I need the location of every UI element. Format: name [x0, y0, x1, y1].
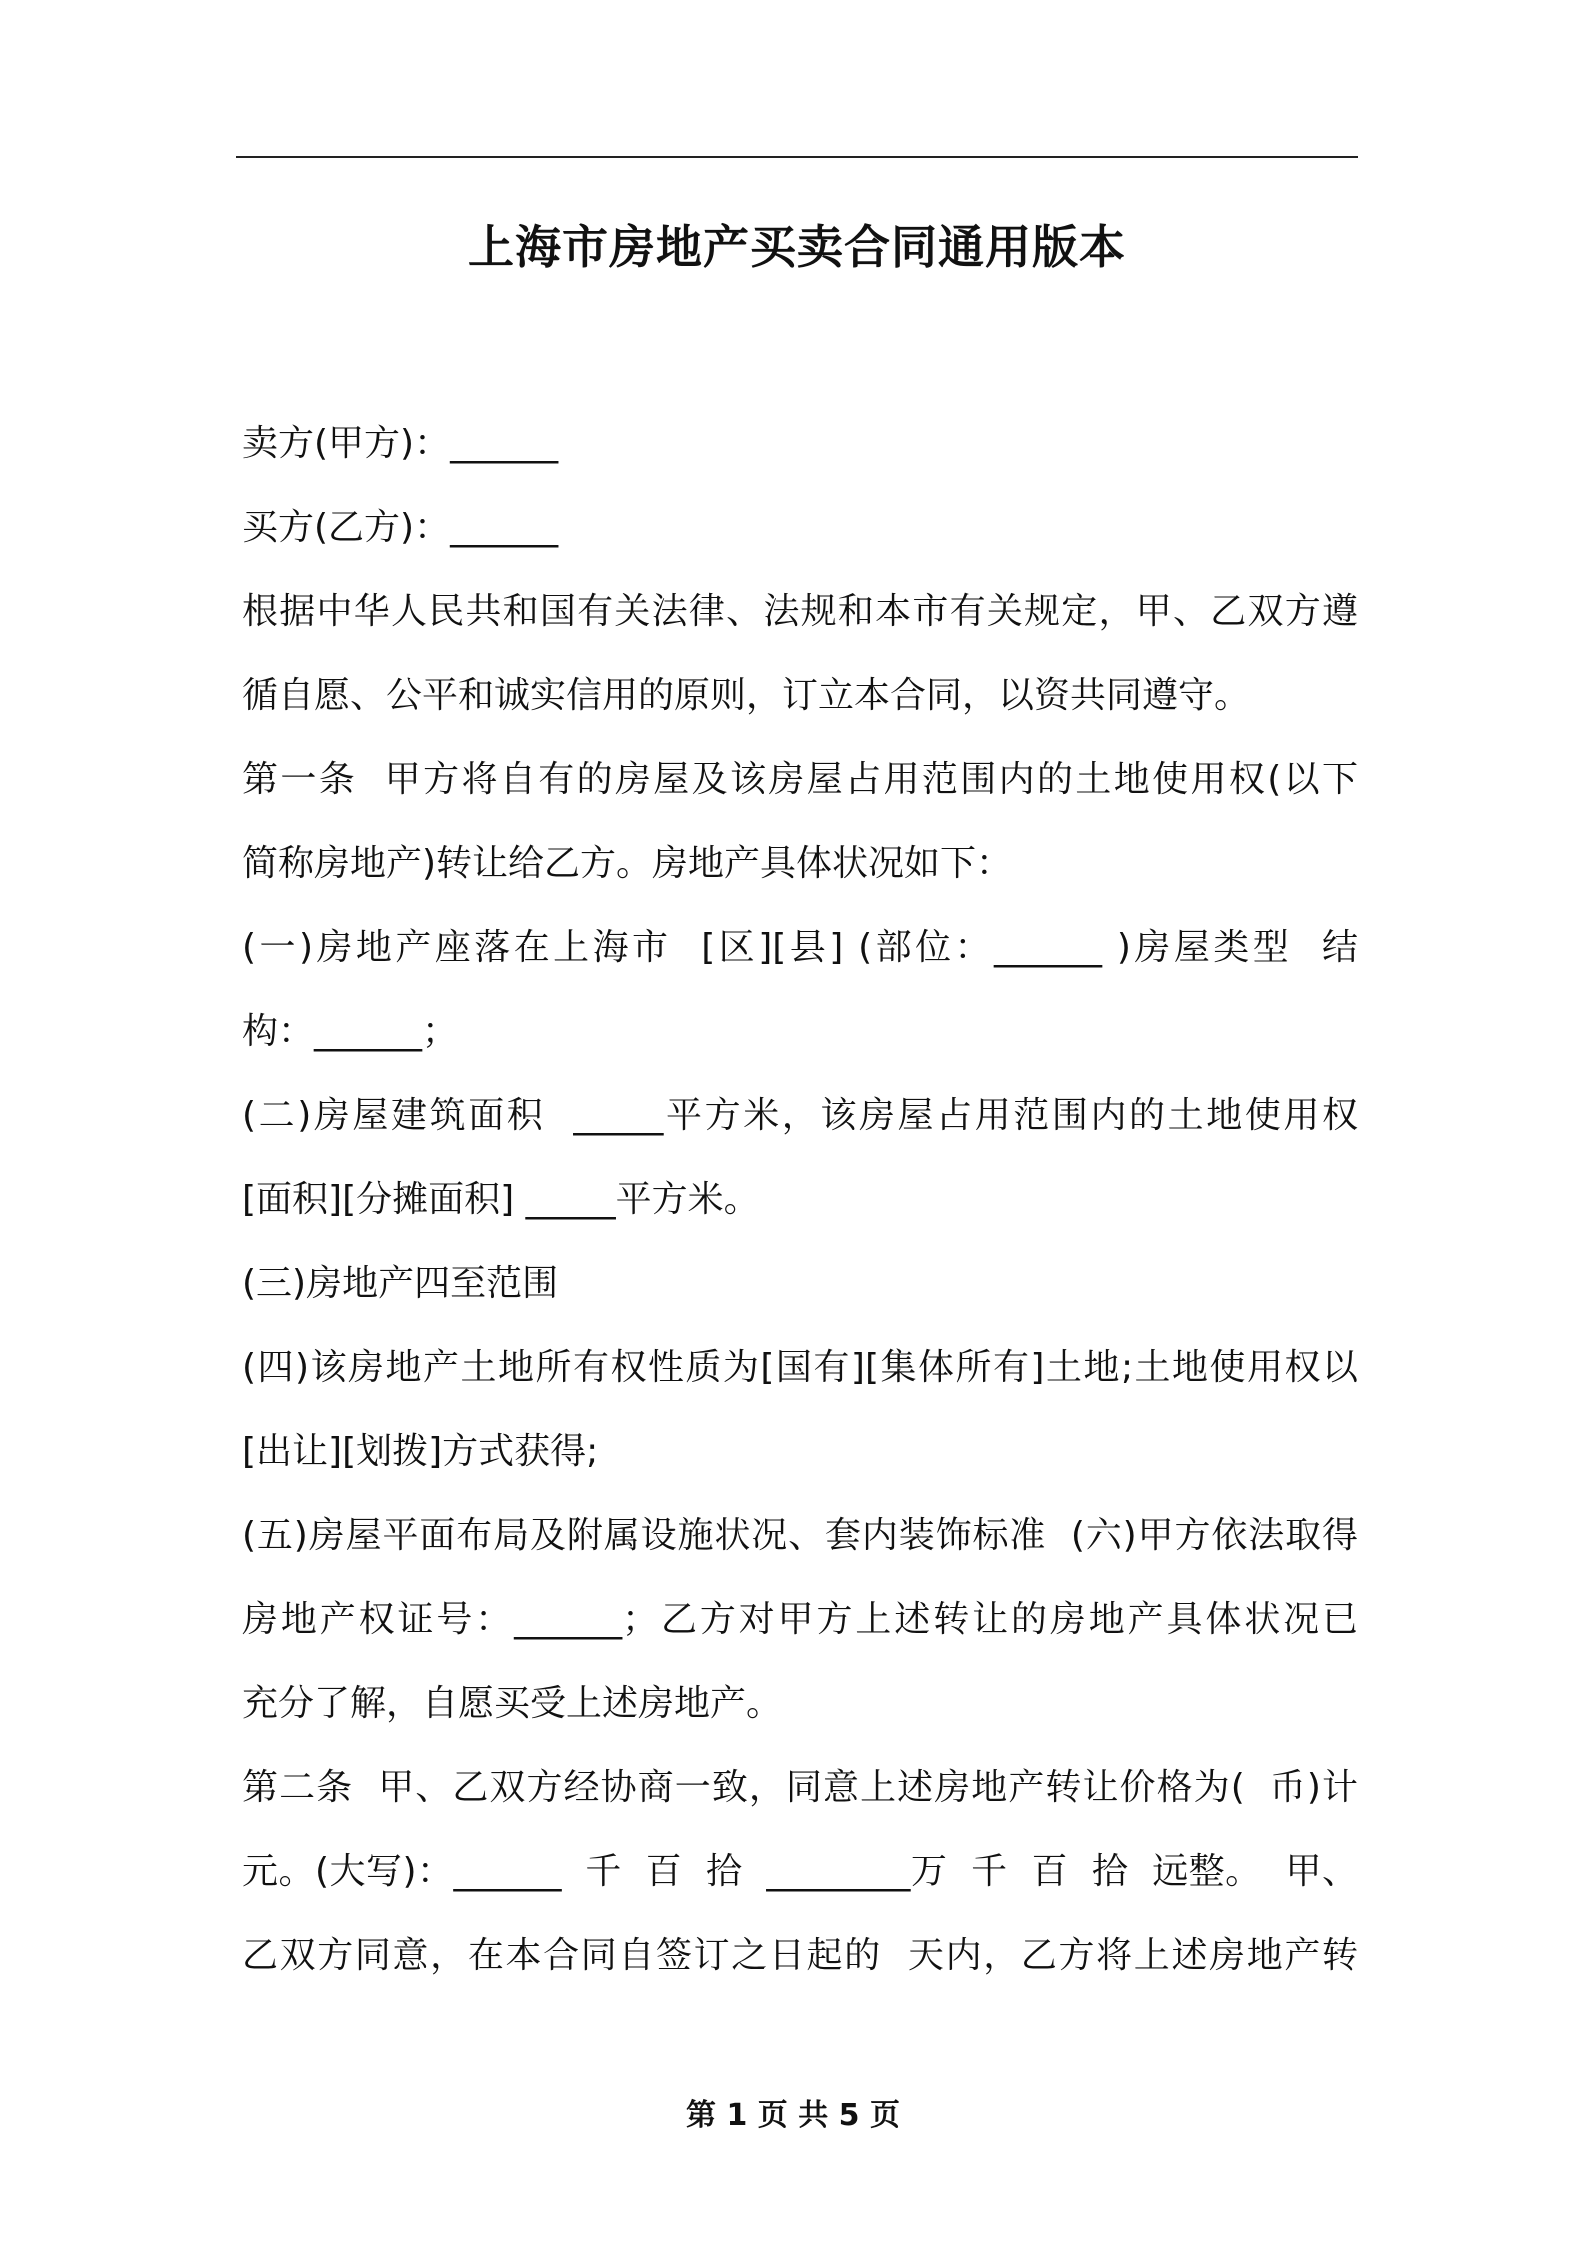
- text-line: [面积][分摊面积] _____平方米。: [242, 1179, 760, 1220]
- text-line: [出让][划拨]方式获得;: [242, 1431, 599, 1472]
- text-line: (五)房屋平面布局及附属设施状况、套内装饰标准 (六)甲方依法取得: [242, 1515, 1358, 1556]
- text-line: 元。(大写)：______ 千 百 拾 ________万 千 百 拾 远整。 甲、: [242, 1851, 1358, 1892]
- text-line: 简称房地产)转让给乙方。房地产具体状况如下：: [242, 843, 1013, 884]
- header-rule: [236, 156, 1358, 158]
- text-line: 乙双方同意，在本合同自签订之日起的 天内，乙方将上述房地产转: [242, 1935, 1358, 1976]
- buyer-line: 买方(乙方)：______: [242, 507, 559, 548]
- text-line: 根据中华人民共和国有关法律、法规和本市有关规定，甲、乙双方遵: [242, 591, 1358, 632]
- text-line: (三)房地产四至范围: [242, 1263, 559, 1304]
- text-line: 构：______；: [242, 1011, 459, 1052]
- text-line: (一)房地产座落在上海市 [区][县] (部位：______ )房屋类型 结: [242, 927, 1358, 968]
- article-1-line: 第一条 甲方将自有的房屋及该房屋占用范围内的土地使用权(以下: [242, 759, 1358, 800]
- text-line: (二)房屋建筑面积 _____平方米，该房屋占用范围内的土地使用权: [242, 1095, 1358, 1136]
- text-line: (四)该房地产土地所有权性质为[国有][集体所有]土地;土地使用权以: [242, 1347, 1358, 1388]
- document-title: 上海市房地产买卖合同通用版本: [468, 220, 1126, 274]
- text-line: 房地产权证号：______；乙方对甲方上述转让的房地产具体状况已: [242, 1599, 1358, 1640]
- text-line: 循自愿、公平和诚实信用的原则，订立本合同，以资共同遵守。: [242, 675, 1251, 716]
- text-line: 充分了解，自愿买受上述房地产。: [242, 1683, 783, 1724]
- article-2-line: 第二条 甲、乙双方经协商一致，同意上述房地产转让价格为( 币)计: [242, 1767, 1358, 1808]
- seller-line: 卖方(甲方)：______: [242, 423, 559, 464]
- page-number: 第 1 页 共 5 页: [686, 2098, 900, 2133]
